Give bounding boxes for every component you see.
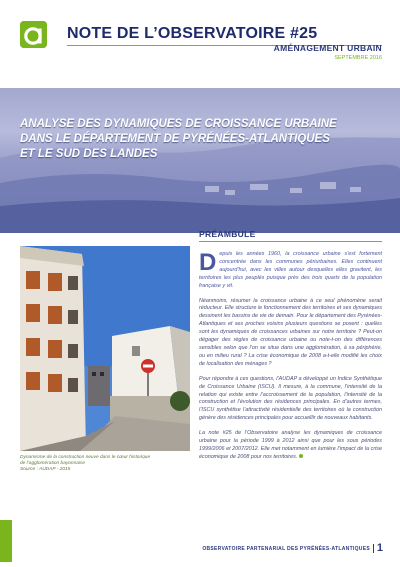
article-paragraph [199, 430, 382, 462]
agency-logo [20, 21, 47, 48]
article-body [199, 251, 382, 469]
publication-date: SEPTEMBRE 2016 [334, 55, 382, 61]
article-paragraph: Pour répondre à ces questions, l’AUDAP a développé un Indice Synthétique de Croissance Urbaine (ISCU). Il mesure, à la commune, l’intensité de la relation qui existe entre l’accroissement de la population, l’intensité de la construction et l’évolution des résidences principales. En d’autres termes, l’ISCU synthétise l’attractivité résidentielle des territoires où la construction génère des résidences principales pour accueillir de nouveaux habitants. [199, 375, 382, 422]
banner-title-line: ET LE SUD DES LANDES [20, 148, 158, 160]
logo-a-icon [20, 21, 47, 48]
lead-paragraph [199, 251, 382, 291]
header-title: NOTE DE L’OBSERVATOIRE #25 [67, 25, 318, 42]
footer-separator [373, 544, 374, 553]
title-banner [0, 88, 400, 233]
banner-title-line: ANALYSE DES DYNAMIQUES DE CROISSANCE URBAINE [20, 118, 337, 130]
page-number: 1 [376, 542, 383, 554]
footer-accent-bar [0, 520, 12, 562]
caption-source: Source : AUDAP - 2015 [20, 467, 71, 473]
footer-text: OBSERVATOIRE PARTENARIAL DES PYRÉNÉES-ATLANTIQUES [202, 546, 370, 552]
category-label: AMÉNAGEMENT URBAIN [273, 43, 382, 53]
end-bullet-icon [299, 454, 303, 458]
building-photo [20, 246, 190, 451]
street-photo [20, 246, 190, 451]
section-divider [199, 241, 382, 242]
dropcap: D [199, 249, 217, 276]
section-title: PRÉAMBULE [199, 229, 256, 239]
caption-line: de l’agglomération bayonnaise [20, 461, 86, 467]
lead-text: epuis les années 1960, la croissance urbaine s’est fortement concentrée dans les communes périurbaines. Elles continuent aujourd’hui, avec les villes autour desquelles elles gravitent, les territoires les plus peuplés puisque près des trois quarts de la population française y vit. [199, 251, 382, 289]
paragraph-text: La note #25 de l’Observatoire analyse les dynamiques de croissance urbaine pour la période 1999 à 2012 ainsi que pour les sous périodes 1999/2006 et 2007/2012. Elle met notamment en lumière l’impact de la crise économique de 2008 pour nos territoires. [199, 430, 382, 460]
article-paragraph: Néanmoins, résumer la croissance urbaine à ce seul phénomène serait réducteur. Elle structure le fonctionnement des territoires et ses dynamiques dessinent les bassins de vie de demain. Pour le département des Pyrénées-Atlantiques et ses proches voisins plusieurs questions se posent : quelles sont les dynamiques de croissances urbaines sur notre territoire ? Peut-on dégager des règles de croissance urbaine ou note-t-on des différences sensibles selon que l’on se situe dans une agglomération, à sa périphérie, ou en milieu rural ? La crise économique de 2008 a-t-elle modifié les choix de localisation des ménages ? [199, 297, 382, 367]
photo-caption [20, 455, 180, 474]
banner-title [20, 117, 390, 162]
caption-line: Dynamisme de la construction neuve dans le cœur historique [20, 455, 151, 460]
banner-title-line: DANS LE DÉPARTEMENT DE PYRÉNÉES-ATLANTIQUES [20, 133, 330, 145]
